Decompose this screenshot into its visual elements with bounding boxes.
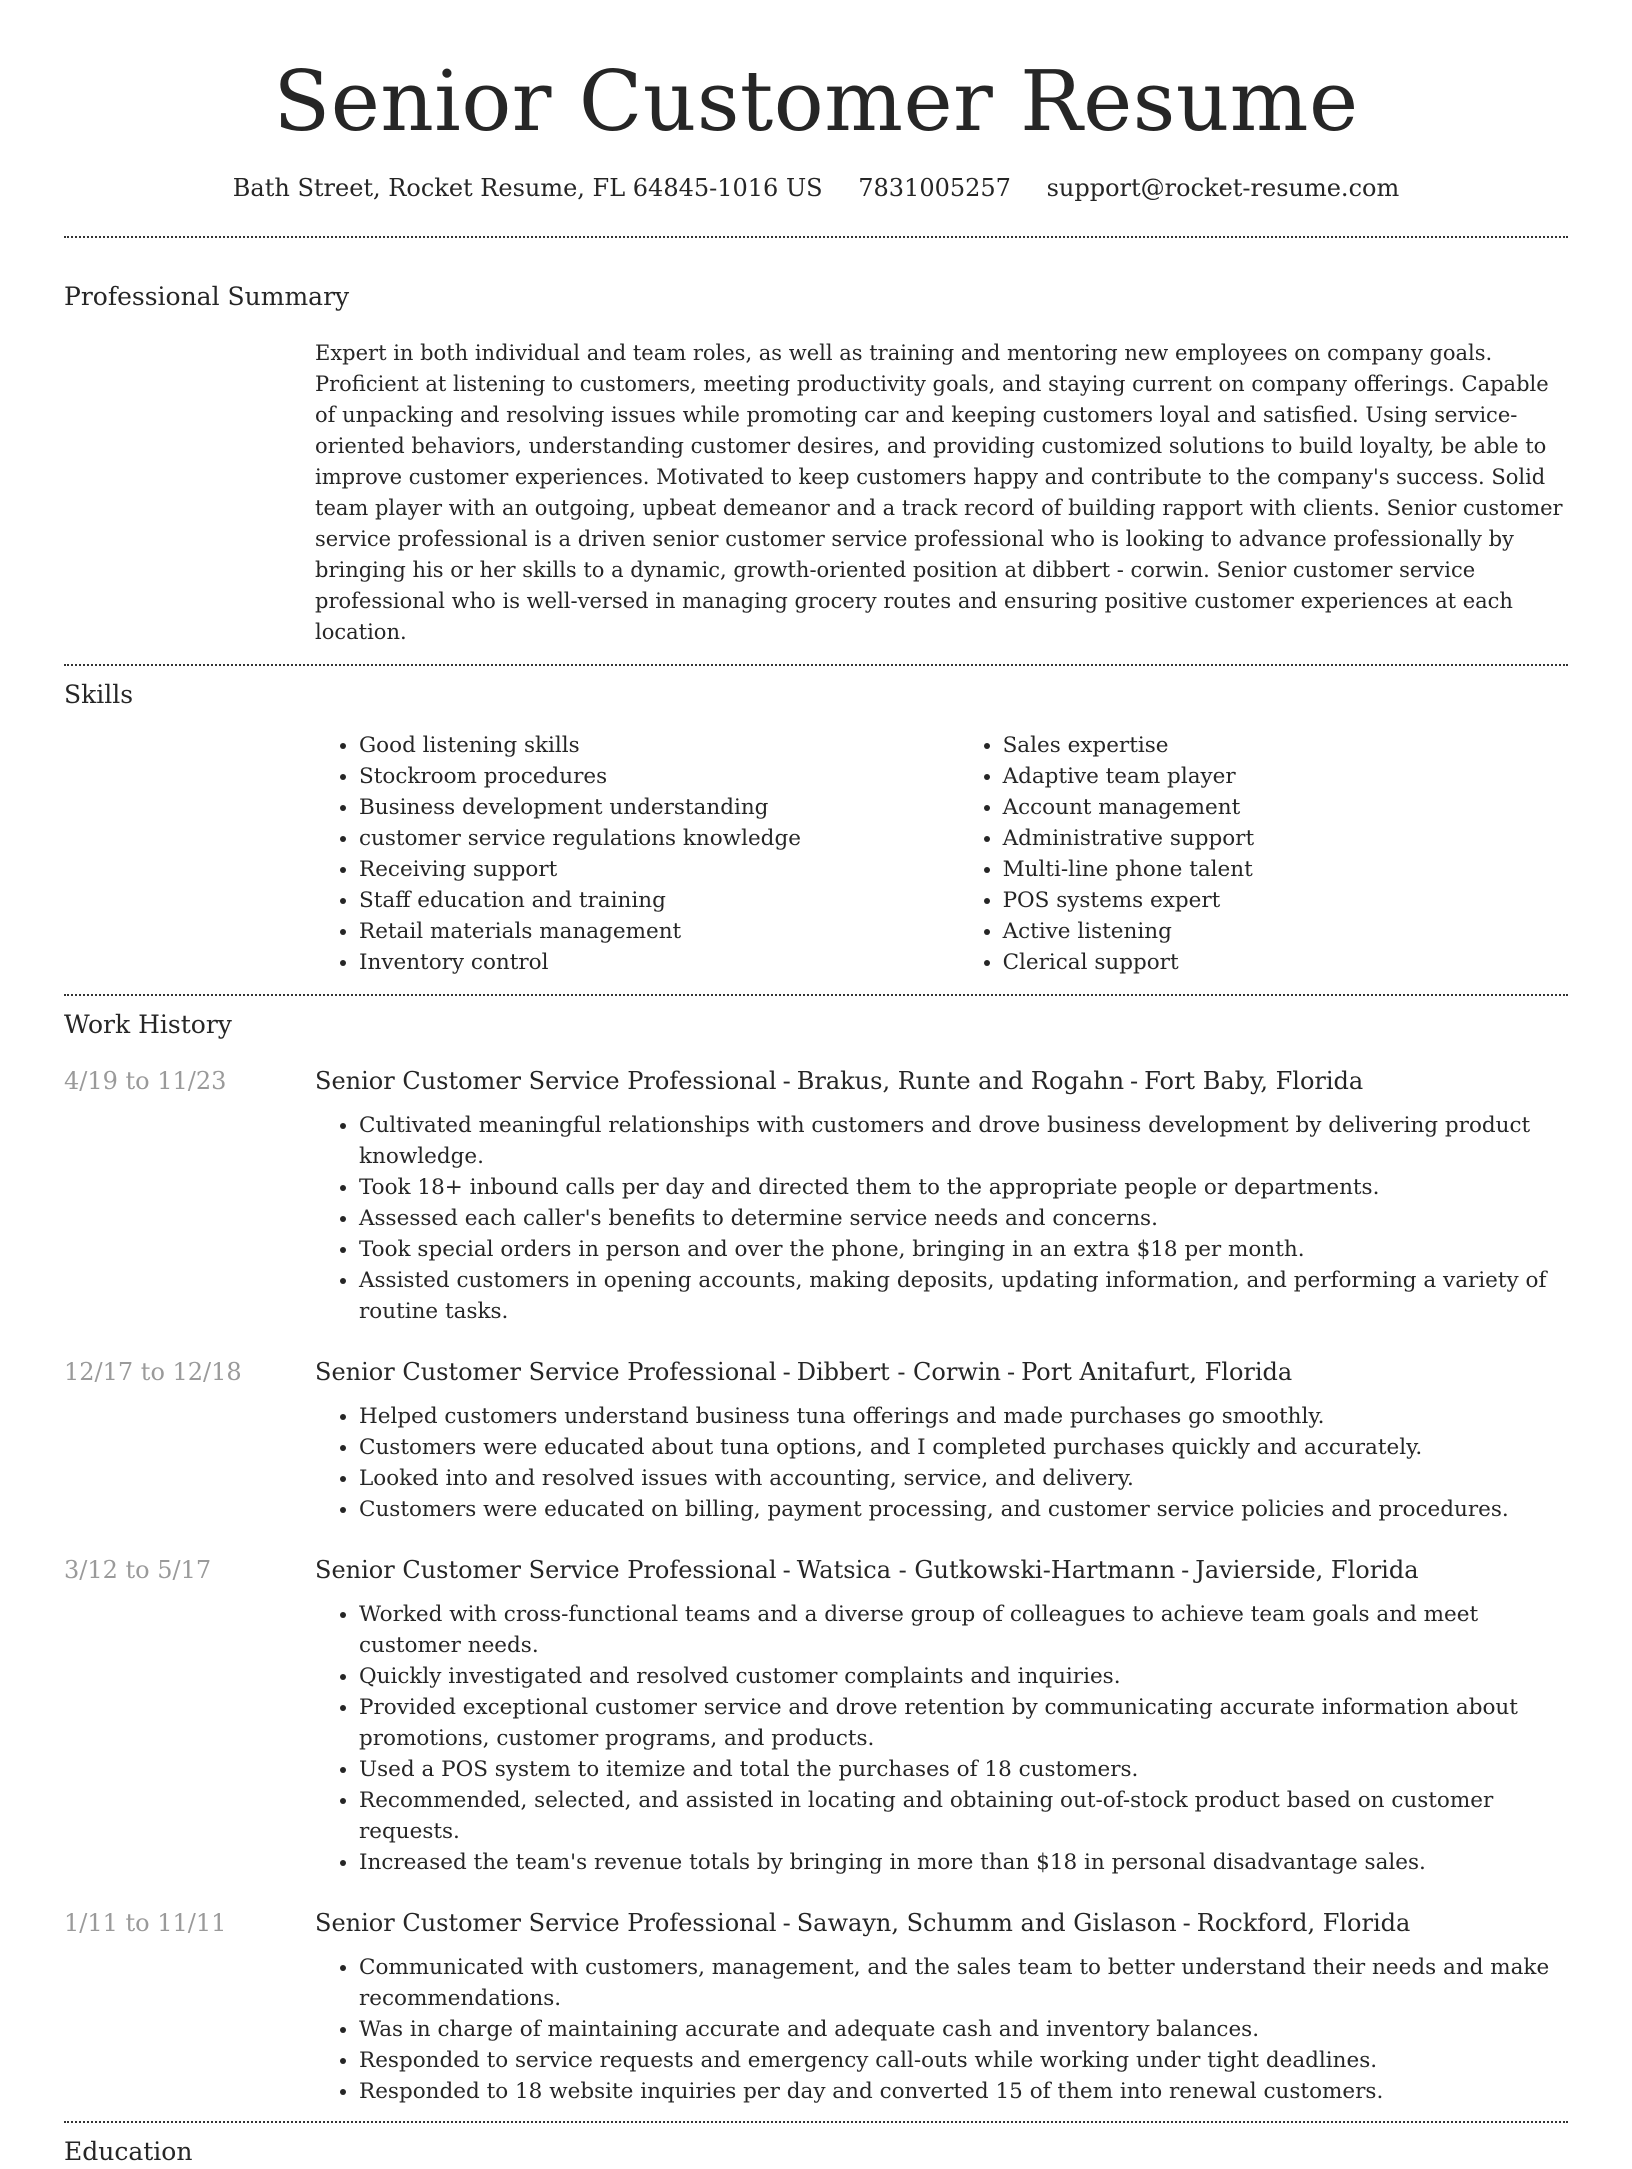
skill-item: • customer service regulations knowledge: [359, 823, 959, 854]
skill-item: • Multi-line phone talent: [1003, 854, 1568, 885]
job-bullet: • Assisted customers in opening accounts, making deposits, updating information, and performing a variety of routine tasks.: [359, 1265, 1568, 1327]
job-bullet: • Took special orders in person and over the phone, bringing in an extra $18 per month.: [359, 1234, 1568, 1265]
skill-item: • Receiving support: [359, 854, 959, 885]
skill-item: • Sales expertise: [1003, 730, 1568, 761]
job-heading: [315, 1906, 1568, 1940]
job-details: [315, 1355, 1568, 1525]
skills-column-left: [315, 730, 959, 978]
contact-line: [64, 170, 1568, 206]
job-role: Senior Customer Service Professional: [315, 1909, 777, 1937]
job-location: Rockford, Florida: [1196, 1909, 1411, 1937]
skill-item: • Staff education and training: [359, 885, 959, 916]
contact-email[interactable]: support@rocket-resume.com: [1046, 174, 1400, 202]
job-dates: 12/17 to 12/18: [64, 1358, 242, 1386]
job-company: Brakus, Runte and Rogahn: [796, 1067, 1125, 1095]
skill-item: • Account management: [1003, 792, 1568, 823]
job-dates: 3/12 to 5/17: [64, 1556, 212, 1584]
divider: [64, 236, 1568, 238]
job-company: Dibbert - Corwin: [796, 1358, 1002, 1386]
job-bullet: • Looked into and resolved issues with accounting, service, and delivery.: [359, 1463, 1568, 1494]
job-bullet: • Cultivated meaningful relationships with customers and drove business development by delivering product knowledge.: [359, 1110, 1568, 1172]
skill-item: • Retail materials management: [359, 916, 959, 947]
summary-text: Expert in both individual and team roles, as well as training and mentoring new employees on company goals. Proficient at listening to customers, meeting productivity goals, and staying current on company offerings. Capable of unpacking and resolving issues while promoting car and keeping customers loyal and satisfied. Using service-oriented behaviors, understanding customer desires, and providing customized solutions to build loyalty, be able to improve customer experiences. Motivated to keep customers happy and contribute to the company's success. Solid team player with an outgoing, upbeat demeanor and a track record of building rapport with clients. Senior customer service professional is a driven senior customer service professional who is looking to advance professionally by bringing his or her skills to a dynamic, growth-oriented position at dibbert - corwin. Senior customer service professional who is well-versed in managing grocery routes and ensuring positive customer experiences at each location.: [315, 341, 1563, 644]
skill-item: • Business development understanding: [359, 792, 959, 823]
job-bullet: • Customers were educated about tuna options, and I completed purchases quickly and accurately.: [359, 1432, 1568, 1463]
skill-item: • Inventory control: [359, 947, 959, 978]
job-bullet: • Responded to service requests and emergency call-outs while working under tight deadlines.: [359, 2045, 1568, 2076]
skill-item: • Administrative support: [1003, 823, 1568, 854]
resume-page: [64, 0, 1568, 2169]
separator: -: [1181, 1556, 1190, 1584]
job-details: [315, 1553, 1568, 1878]
skills-column-right: [959, 730, 1568, 978]
job-location: Port Anitafurt, Florida: [1021, 1358, 1293, 1386]
separator: -: [1130, 1067, 1139, 1095]
skill-item: • Active listening: [1003, 916, 1568, 947]
divider: [64, 664, 1568, 666]
contact-phone: 7831005257: [858, 174, 1011, 202]
separator: -: [782, 1067, 791, 1095]
job-role: Senior Customer Service Professional: [315, 1556, 777, 1584]
job-location: Javierside, Florida: [1195, 1556, 1419, 1584]
job-bullet: • Communicated with customers, management, and the sales team to better understand their needs and make recommendations.: [359, 1952, 1568, 2014]
separator: -: [1007, 1358, 1016, 1386]
job-bullet: • Provided exceptional customer service and drove retention by communicating accurate information about promotions, customer programs, and products.: [359, 1692, 1568, 1754]
section-title-skills: Skills: [64, 680, 134, 709]
job-details: [315, 1064, 1568, 1327]
job-bullet: • Responded to 18 website inquiries per day and converted 15 of them into renewal customers.: [359, 2076, 1568, 2107]
job-bullets: [315, 1110, 1568, 1327]
job-bullet: • Took 18+ inbound calls per day and directed them to the appropriate people or departments.: [359, 1172, 1568, 1203]
job-company: Sawayn, Schumm and Gislason: [796, 1909, 1177, 1937]
job-role: Senior Customer Service Professional: [315, 1067, 777, 1095]
divider: [64, 2121, 1568, 2123]
separator: -: [1182, 1909, 1191, 1937]
job-entry: [64, 1553, 1568, 1878]
job-dates: 4/19 to 11/23: [64, 1067, 227, 1095]
job-bullet: • Customers were educated on billing, payment processing, and customer service policies and procedures.: [359, 1494, 1568, 1525]
job-bullet: • Quickly investigated and resolved customer complaints and inquiries.: [359, 1661, 1568, 1692]
job-heading: [315, 1064, 1568, 1098]
job-company: Watsica - Gutkowski-Hartmann: [796, 1556, 1176, 1584]
separator: -: [782, 1556, 791, 1584]
job-bullet: • Assessed each caller's benefits to determine service needs and concerns.: [359, 1203, 1568, 1234]
job-bullets: [315, 1599, 1568, 1878]
job-entry: [64, 1906, 1568, 2107]
skill-item: • Good listening skills: [359, 730, 959, 761]
job-dates: 1/11 to 11/11: [64, 1909, 227, 1937]
skill-item: • Clerical support: [1003, 947, 1568, 978]
job-bullet: • Worked with cross-functional teams and a diverse group of colleagues to achieve team goals and meet customer needs.: [359, 1599, 1568, 1661]
skill-item: • Stockroom procedures: [359, 761, 959, 792]
job-bullet: • Helped customers understand business tuna offerings and made purchases go smoothly.: [359, 1401, 1568, 1432]
job-bullet: • Increased the team's revenue totals by bringing in more than $18 in personal disadvantage sales.: [359, 1847, 1568, 1878]
job-bullet: • Recommended, selected, and assisted in locating and obtaining out-of-stock product based on customer requests.: [359, 1785, 1568, 1847]
job-role: Senior Customer Service Professional: [315, 1358, 777, 1386]
section-title-work-history: Work History: [64, 1010, 232, 1039]
skill-item: • POS systems expert: [1003, 885, 1568, 916]
job-bullet: • Was in charge of maintaining accurate and adequate cash and inventory balances.: [359, 2014, 1568, 2045]
job-bullets: [315, 1952, 1568, 2107]
resume-title: Senior Customer Resume: [273, 53, 1359, 150]
job-entry: [64, 1355, 1568, 1525]
job-heading: [315, 1355, 1568, 1389]
separator: -: [782, 1909, 791, 1937]
job-entry: [64, 1064, 1568, 1327]
section-title-education: Education: [64, 2137, 193, 2166]
job-location: Fort Baby, Florida: [1144, 1067, 1364, 1095]
job-bullets: [315, 1401, 1568, 1525]
skills-list: [315, 730, 1568, 978]
separator: -: [782, 1358, 791, 1386]
skill-item: • Adaptive team player: [1003, 761, 1568, 792]
divider: [64, 994, 1568, 996]
job-details: [315, 1906, 1568, 2107]
section-title-summary: Professional Summary: [64, 282, 350, 311]
job-bullet: • Used a POS system to itemize and total the purchases of 18 customers.: [359, 1754, 1568, 1785]
job-heading: [315, 1553, 1568, 1587]
contact-address: Bath Street, Rocket Resume, FL 64845-1016 US: [232, 174, 823, 202]
